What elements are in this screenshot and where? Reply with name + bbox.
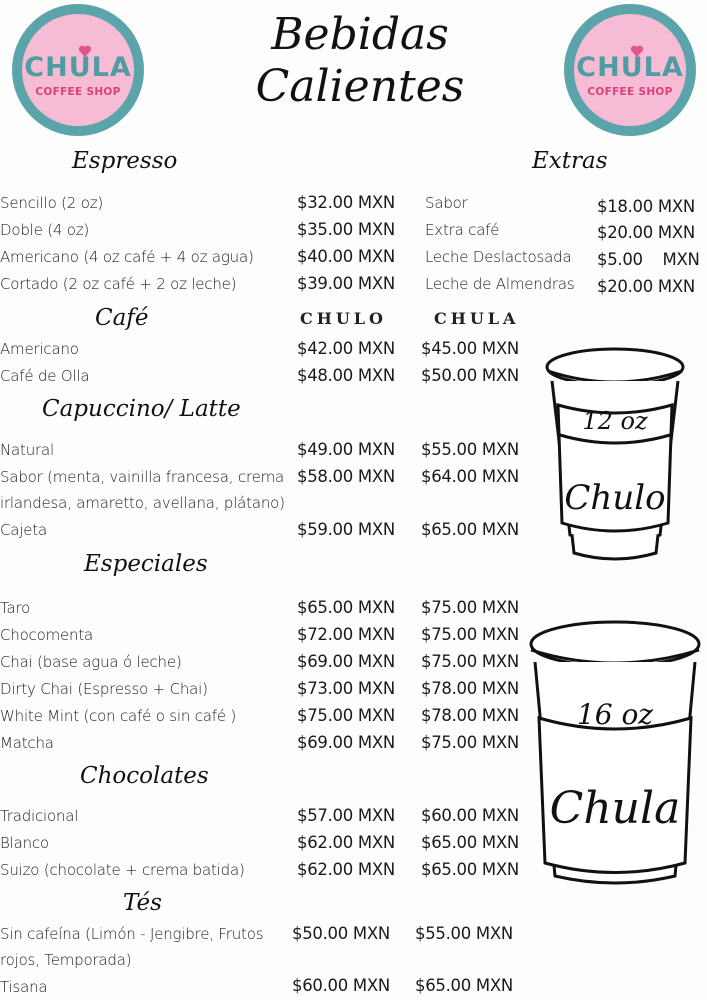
price-chulo: $57.00 MXN [297,806,395,825]
price-chula: $78.00 MXN [421,706,519,725]
price-chula: $60.00 MXN [421,806,519,825]
menu-item: Sabor [425,194,468,212]
logo-left [12,4,144,136]
cup-16oz-icon [525,618,705,893]
price-chula: $78.00 MXN [421,679,519,698]
menu-item: Natural [0,441,54,459]
menu-item: Chocomenta [0,626,94,644]
price-chula: $65.00 MXN [421,833,519,852]
price: $35.00 MXN [297,220,395,239]
logo-tagline: COFFEE SHOP [35,86,121,98]
price: $5.00 MXN [597,250,700,269]
section-extras: Extras [532,148,608,174]
price-chula: $65.00 MXN [421,520,519,539]
price-chula: $65.00 MXN [415,976,513,995]
menu-item: Leche Deslactosada [425,248,572,266]
logo-tagline: COFFEE SHOP [587,86,673,98]
cup-large-size: 16 oz [576,698,654,731]
price-chulo: $60.00 MXN [292,976,390,995]
section-espresso: Espresso [72,148,178,174]
price-chula: $55.00 MXN [415,924,513,943]
cup-small-name: Chulo [564,478,666,518]
menu-item: Chai (base agua ó leche) [0,653,182,671]
price-chula: $50.00 MXN [421,366,519,385]
menu-item: Sin cafeína (Limón - Jengibre, Frutos [0,925,264,943]
section-chocolates: Chocolates [80,763,209,789]
price: $32.00 MXN [297,193,395,212]
section-capuccino: Capuccino/ Latte [42,396,241,422]
menu-item: Doble (4 oz) [0,221,90,239]
menu-item: Sencillo (2 oz) [0,194,104,212]
menu-item: Tradicional [0,807,79,825]
cup-large-name: Chula [549,783,681,834]
menu-item-continued: rojos, Temporada) [0,951,132,969]
menu-item: Suizo (chocolate + crema batida) [0,861,245,879]
section-cafe: Café [95,305,149,331]
menu-item: Blanco [0,834,49,852]
price-chula: $65.00 MXN [421,860,519,879]
menu-item: Tisana [0,978,48,996]
menu-item: White Mint (con café o sin café ) [0,707,237,725]
price: $40.00 MXN [297,247,395,266]
price: $20.00 MXN [597,223,695,242]
price-chula: $75.00 MXN [421,598,519,617]
menu-item: Leche de Almendras [425,275,575,293]
section-especiales: Especiales [84,551,208,577]
price-chula: $55.00 MXN [421,440,519,459]
section-tes: Tés [123,890,162,916]
price: $20.00 MXN [597,277,695,296]
menu-item: Matcha [0,734,54,752]
menu-item: Cajeta [0,521,47,539]
price-chulo: $59.00 MXN [297,520,395,539]
price-chula: $75.00 MXN [421,733,519,752]
menu-item: Taro [0,599,31,617]
price-chulo: $73.00 MXN [297,679,395,698]
price-chulo: $58.00 MXN [297,467,395,486]
page-title-line1: Bebidas [271,9,449,60]
price-chula: $64.00 MXN [421,467,519,486]
menu-item: Americano (4 oz café + 4 oz agua) [0,248,254,266]
price: $39.00 MXN [297,274,395,293]
price-chulo: $62.00 MXN [297,833,395,852]
price: $18.00 MXN [597,197,695,216]
logo-brand: CHULA [576,52,684,83]
menu-item: Americano [0,340,79,358]
price-chulo: $48.00 MXN [297,366,395,385]
price-chulo: $69.00 MXN [297,733,395,752]
price-chulo: $69.00 MXN [297,652,395,671]
size-header-chula: CHULA [434,309,520,328]
menu-item: Extra café [425,221,500,239]
page-title-line2: Calientes [255,61,465,112]
price-chulo: $72.00 MXN [297,625,395,644]
menu-item: Dirty Chai (Espresso + Chai) [0,680,208,698]
logo-right [564,4,696,136]
menu-item: Cortado (2 oz café + 2 oz leche) [0,275,237,293]
menu-item: Sabor (menta, vainilla francesa, crema [0,468,285,486]
cup-small-size: 12 oz [582,407,648,435]
price-chulo: $75.00 MXN [297,706,395,725]
menu-item-continued: irlandesa, amaretto, avellana, plátano) [0,494,285,512]
price-chulo: $50.00 MXN [292,924,390,943]
cup-12oz-icon [540,345,690,565]
logo-brand: CHULA [24,52,132,83]
menu-item: Café de Olla [0,367,90,385]
price-chula: $75.00 MXN [421,652,519,671]
price-chula: $45.00 MXN [421,339,519,358]
price-chula: $75.00 MXN [421,625,519,644]
price-chulo: $49.00 MXN [297,440,395,459]
price-chulo: $62.00 MXN [297,860,395,879]
price-chulo: $65.00 MXN [297,598,395,617]
price-chulo: $42.00 MXN [297,339,395,358]
size-header-chulo: CHULO [300,309,387,328]
